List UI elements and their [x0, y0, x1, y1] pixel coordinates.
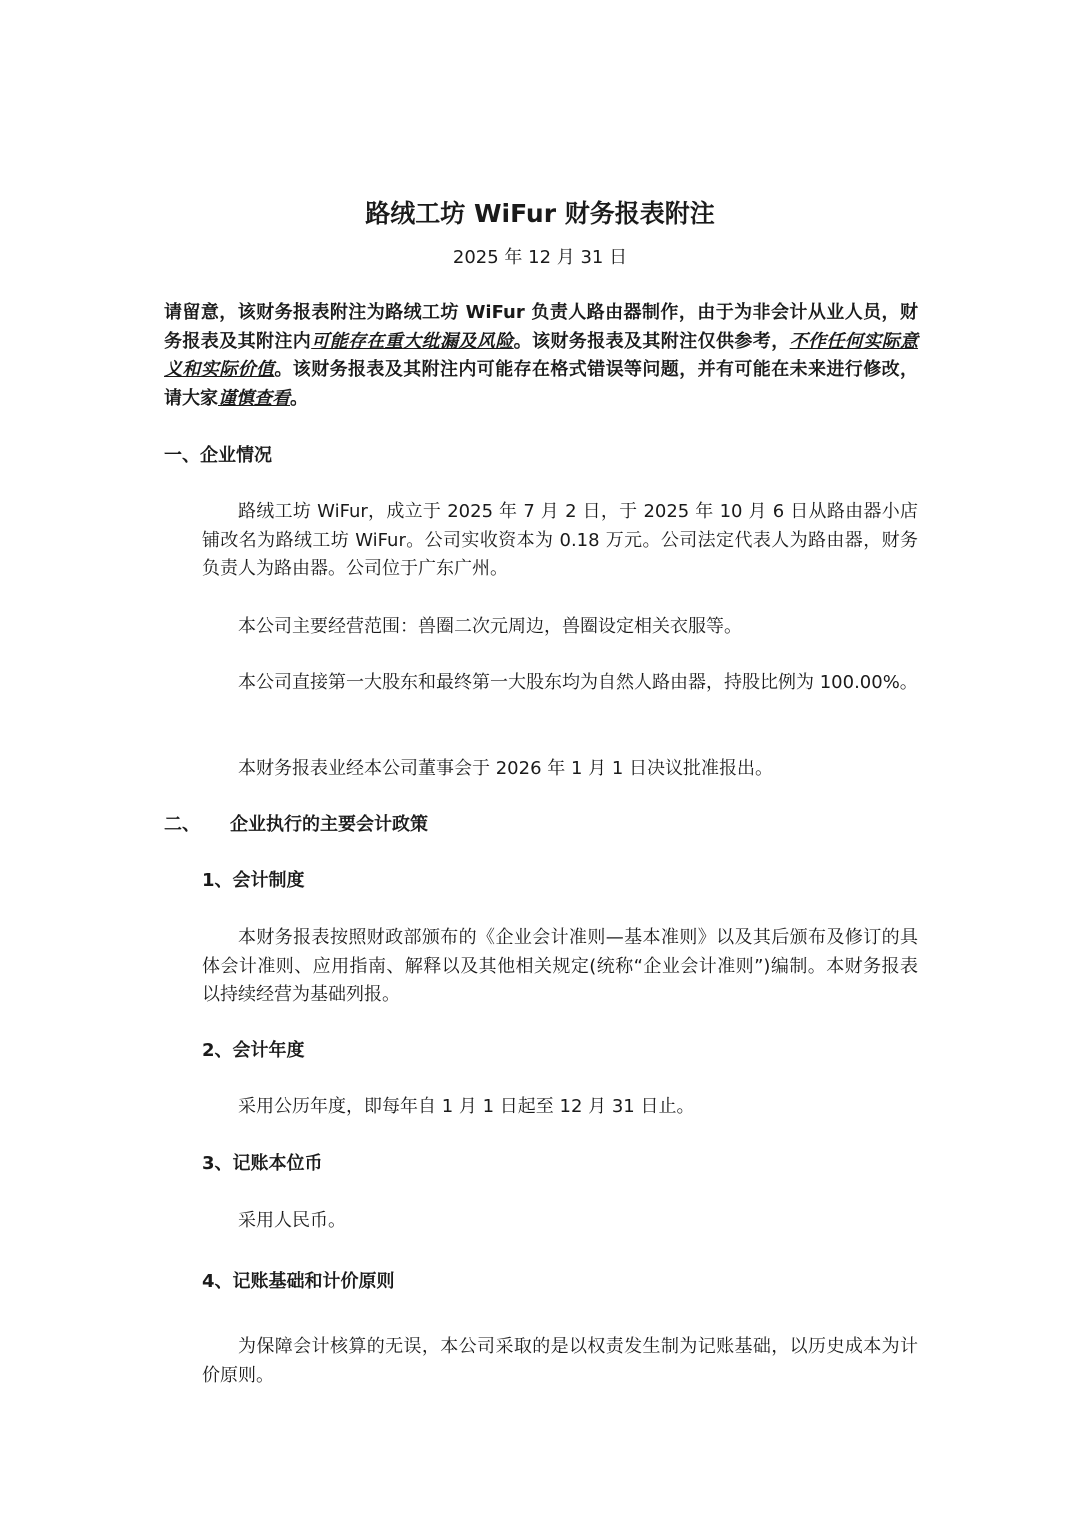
disclaimer-notice [164, 299, 918, 413]
accounting-basis-paragraph: 为保障会计核算的无误，本公司采取的是以权责发生制为记账基础，以历史成本为计价原则。 [202, 1336, 918, 1386]
shareholder-paragraph: 本公司直接第一大股东和最终第一大股东均为自然人路由器，持股比例为 100.00%。 [238, 672, 918, 693]
document-date: 2025 年 12 月 31 日 [452, 247, 628, 268]
section-heading-number: 二、 [164, 814, 200, 835]
notice-text: 请留意，该财务报表附注为路绒工坊 WiFur 负责人路由器制作，由于为非会计从业人员，财务报表及其附注内 [164, 302, 918, 352]
document-title: 路绒工坊 WiFur 财务报表附注 [365, 199, 715, 228]
notice-text: 。该财务报表及其附注内可能存在格式错误等问题，并有可能在未来进行修改，请大家 [164, 359, 919, 409]
section-heading-policies [164, 811, 428, 839]
functional-currency-paragraph: 采用人民币。 [238, 1210, 346, 1231]
notice-highlight-no-value: 不作任何实际意义和实际价值 [164, 330, 919, 380]
notice-highlight-caution: 谨慎查看 [218, 387, 290, 409]
subheading-accounting-system: 1、会计制度 [202, 870, 305, 891]
company-overview-paragraph: 路绒工坊 WiFur，成立于 2025 年 7 月 2 日，于 2025 年 10 月 6 日从路由器小店铺改名为路绒工坊 WiFur。公司实收资本为 0.18 万元。公司法定代表人为路由器，财务负责人为路由器。公司位于广东广州。 [202, 501, 918, 579]
fiscal-year-paragraph: 采用公历年度，即每年自 1 月 1 日起至 12 月 31 日止。 [238, 1096, 695, 1117]
subheading-functional-currency: 3、记账本位币 [202, 1153, 323, 1174]
section-heading-text: 企业执行的主要会计政策 [230, 814, 428, 835]
subheading-accounting-basis: 4、记账基础和计价原则 [202, 1271, 395, 1292]
subheading-fiscal-year: 2、会计年度 [202, 1040, 305, 1061]
approval-paragraph: 本财务报表业经本公司董事会于 2026 年 1 月 1 日决议批准报出。 [238, 758, 774, 779]
accounting-system-paragraph: 本财务报表按照财政部颁布的《企业会计准则—基本准则》以及其后颁布及修订的具体会计准则、应用指南、解释以及其他相关规定(统称“企业会计准则”)编制。本财务报表以持续经营为基础列报。 [202, 927, 918, 1005]
section-heading-company: 一、企业情况 [164, 445, 272, 466]
notice-text: 。 [290, 387, 308, 409]
notice-text: 。该财务报表及其附注仅供参考， [513, 330, 790, 352]
business-scope-paragraph: 本公司主要经营范围：兽圈二次元周边，兽圈设定相关衣服等。 [238, 616, 742, 637]
notice-highlight-risk: 可能存在重大纰漏及风险 [311, 330, 514, 352]
